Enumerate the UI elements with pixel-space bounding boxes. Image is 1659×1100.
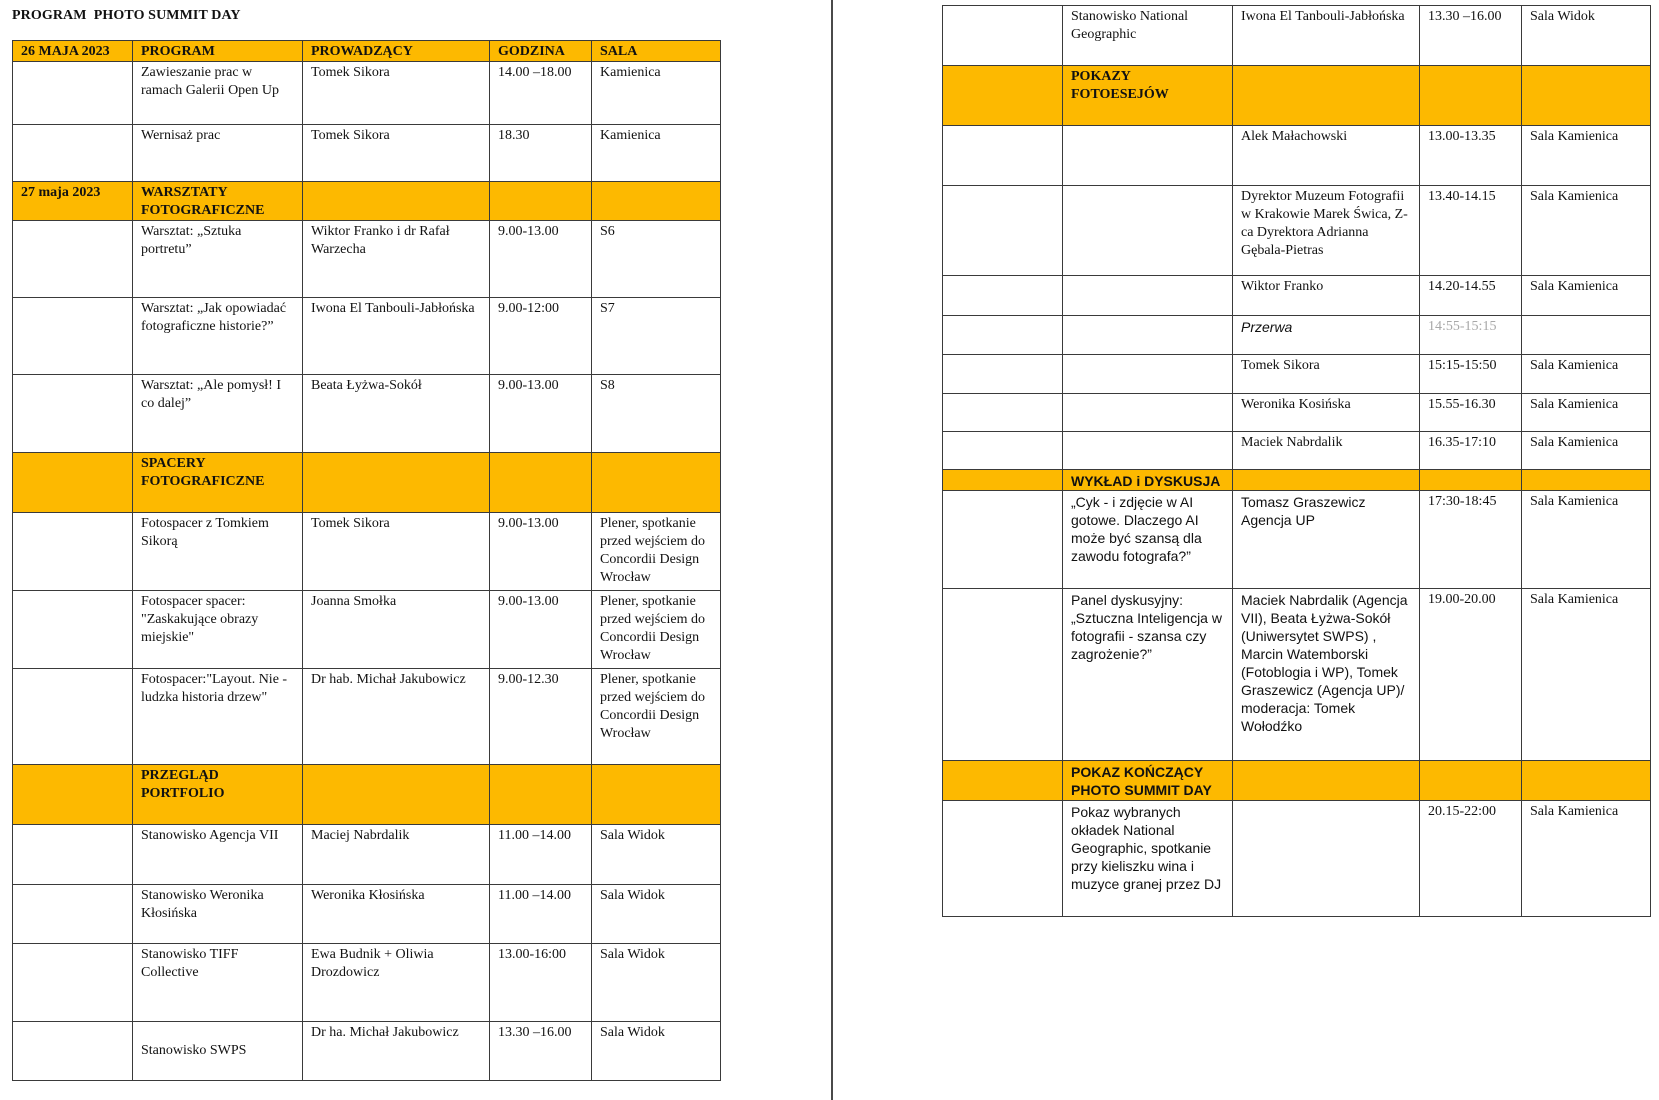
time-cell: 18.30	[490, 125, 592, 182]
presenter-cell: Wiktor Franko i dr Rafał Warzecha	[303, 221, 490, 298]
room-cell	[1522, 66, 1651, 126]
date-cell	[13, 591, 133, 669]
date-cell	[943, 589, 1063, 761]
presenter-cell: Iwona El Tanbouli-Jabłońska	[303, 298, 490, 375]
date-cell	[13, 885, 133, 944]
program-cell: Stanowisko Agencja VII	[133, 825, 303, 885]
presenter-cell: Dyrektor Muzeum Fotografii w Krakowie Marek Świca, Z-ca Dyrektora Adrianna Gębala-Pietras	[1233, 186, 1420, 276]
room-cell: Kamienica	[592, 125, 721, 182]
room-cell: Sala Kamienica	[1522, 276, 1651, 316]
table-row	[943, 316, 1651, 355]
time-cell: 9.00-13.00	[490, 591, 592, 669]
program-cell	[1063, 355, 1233, 394]
page-divider	[831, 0, 833, 1100]
room-cell: Kamienica	[592, 62, 721, 125]
time-cell: 15.55-16.30	[1420, 394, 1522, 432]
date-cell	[943, 66, 1063, 126]
section-title: PRZEGLĄD PORTFOLIO	[133, 765, 303, 825]
program-cell: Zawieszanie prac w ramach Galerii Open Up	[133, 62, 303, 125]
table-row	[13, 62, 721, 125]
date-cell	[943, 801, 1063, 917]
date-cell	[943, 432, 1063, 470]
table-row	[13, 125, 721, 182]
time-cell: 15:15-15:50	[1420, 355, 1522, 394]
program-cell: Warsztat: „Ale pomysł! I co dalej”	[133, 375, 303, 453]
table-row	[13, 885, 721, 944]
date-cell	[13, 765, 133, 825]
room-cell	[592, 453, 721, 513]
section-title: POKAZY FOTOESEJÓW	[1063, 66, 1233, 126]
table-row	[13, 221, 721, 298]
time-cell: 9.00-13.00	[490, 221, 592, 298]
program-cell	[1063, 276, 1233, 316]
room-cell: S6	[592, 221, 721, 298]
presenter-cell: Maciek Nabrdalik (Agencja VII), Beata Łyżwa-Sokół (Uniwersytet SWPS) , Marcin Watemborski (Fotoblogia i WP), Tomek Graszewicz (Agencja UP)/ moderacja: Tomek Wołodźko	[1233, 589, 1420, 761]
program-cell: Fotospacer:"Layout. Nie - ludzka historia drzew"	[133, 669, 303, 765]
time-cell: 14:55-15:15	[1420, 316, 1522, 355]
date-cell	[13, 513, 133, 591]
table-row	[13, 375, 721, 453]
time-cell: 20.15-22:00	[1420, 801, 1522, 917]
room-cell: Sala Kamienica	[1522, 589, 1651, 761]
time-cell: 9.00-13.00	[490, 375, 592, 453]
date-cell	[13, 1022, 133, 1081]
date-cell	[943, 355, 1063, 394]
room-cell	[592, 765, 721, 825]
presenter-cell	[303, 182, 490, 221]
time-cell: 14.00 –18.00	[490, 62, 592, 125]
presenter-cell: Dr ha. Michał Jakubowicz	[303, 1022, 490, 1081]
time-cell: 16.35-17:10	[1420, 432, 1522, 470]
room-cell: Sala Widok	[592, 944, 721, 1022]
program-header: PROGRAM	[133, 41, 303, 62]
time-cell: 17:30-18:45	[1420, 491, 1522, 589]
program-cell: Stanowisko TIFF Collective	[133, 944, 303, 1022]
room-cell: Plener, spotkanie przed wejściem do Concordii Design Wrocław	[592, 513, 721, 591]
program-cell	[1063, 432, 1233, 470]
program-cell	[1063, 126, 1233, 186]
room-cell: S7	[592, 298, 721, 375]
presenter-cell: Alek Małachowski	[1233, 126, 1420, 186]
section-title: SPACERY FOTOGRAFICZNE	[133, 453, 303, 513]
program-cell: Panel dyskusyjny: „Sztuczna Inteligencja w fotografii - szansa czy zagrożenie?”	[1063, 589, 1233, 761]
program-cell: Warsztat: „Jak opowiadać fotograficzne historie?”	[133, 298, 303, 375]
table-row	[943, 355, 1651, 394]
table-row	[13, 944, 721, 1022]
table-row	[943, 6, 1651, 66]
section-title: WARSZTATY FOTOGRAFICZNE	[133, 182, 303, 221]
presenter-cell: Maciej Nabrdalik	[303, 825, 490, 885]
table-row	[943, 432, 1651, 470]
time-cell	[490, 453, 592, 513]
time-cell	[1420, 66, 1522, 126]
date-cell	[943, 470, 1063, 491]
date-cell	[943, 316, 1063, 355]
section-header-row	[943, 470, 1651, 491]
room-cell: Sala Widok	[1522, 6, 1651, 66]
table-row	[943, 589, 1651, 761]
room-cell	[592, 182, 721, 221]
presenter-cell: Dr hab. Michał Jakubowicz	[303, 669, 490, 765]
room-cell: Sala Kamienica	[1522, 432, 1651, 470]
date-cell	[13, 221, 133, 298]
date-cell	[943, 394, 1063, 432]
day-header-row	[13, 41, 721, 62]
time-cell: 13.30 –16.00	[490, 1022, 592, 1081]
date-cell	[13, 453, 133, 513]
section-header-row	[13, 453, 721, 513]
presenter-cell	[303, 765, 490, 825]
room-cell: Sala Kamienica	[1522, 126, 1651, 186]
table-row	[943, 491, 1651, 589]
presenter-cell: Weronika Kłosińska	[303, 885, 490, 944]
date-cell	[13, 669, 133, 765]
time-cell	[490, 765, 592, 825]
presenter-cell: Maciek Nabrdalik	[1233, 432, 1420, 470]
presenter-cell: Ewa Budnik + Oliwia Drozdowicz	[303, 944, 490, 1022]
time-cell	[1420, 761, 1522, 801]
break-label: Przerwa	[1233, 316, 1420, 355]
section-title: WYKŁAD i DYSKUSJA	[1063, 470, 1233, 491]
presenter-cell: Weronika Kosińska	[1233, 394, 1420, 432]
time-cell: 11.00 –14.00	[490, 825, 592, 885]
time-cell: 9.00-12.30	[490, 669, 592, 765]
presenter-cell: Joanna Smołka	[303, 591, 490, 669]
presenter-cell: Tomek Sikora	[303, 62, 490, 125]
room-cell	[1522, 470, 1651, 491]
time-cell: 13.40-14.15	[1420, 186, 1522, 276]
date-cell	[13, 375, 133, 453]
table-row	[13, 591, 721, 669]
date-cell: 26 MAJA 2023	[13, 41, 133, 62]
presenter-cell: Tomek Sikora	[1233, 355, 1420, 394]
program-cell	[1063, 186, 1233, 276]
schedule-table-left	[12, 40, 721, 1081]
program-cell: Pokaz wybranych okładek National Geographic, spotkanie przy kieliszku wina i muzyce granej przez DJ	[1063, 801, 1233, 917]
time-cell: 11.00 –14.00	[490, 885, 592, 944]
program-cell: Warsztat: „Sztuka portretu”	[133, 221, 303, 298]
presenter-cell	[1233, 761, 1420, 801]
room-cell	[1522, 316, 1651, 355]
section-header-row	[943, 761, 1651, 801]
time-cell: 19.00-20.00	[1420, 589, 1522, 761]
time-cell: 13.00-13.35	[1420, 126, 1522, 186]
schedule-table-right	[942, 5, 1651, 917]
room-cell: S8	[592, 375, 721, 453]
presenter-cell: Wiktor Franko	[1233, 276, 1420, 316]
table-row	[943, 801, 1651, 917]
time-cell	[490, 182, 592, 221]
date-cell: 27 maja 2023	[13, 182, 133, 221]
room-cell: Sala Widok	[592, 825, 721, 885]
room-cell: Plener, spotkanie przed wejściem do Concordii Design Wrocław	[592, 669, 721, 765]
program-cell: Stanowisko National Geographic	[1063, 6, 1233, 66]
presenter-cell	[1233, 470, 1420, 491]
room-cell: Sala Kamienica	[1522, 186, 1651, 276]
date-cell	[943, 276, 1063, 316]
date-cell	[943, 761, 1063, 801]
table-row	[13, 298, 721, 375]
room-cell: Sala Kamienica	[1522, 394, 1651, 432]
time-cell: 9.00-12:00	[490, 298, 592, 375]
time-header: GODZINA	[490, 41, 592, 62]
time-cell: 13.00-16:00	[490, 944, 592, 1022]
date-cell	[943, 491, 1063, 589]
presenter-cell	[1233, 66, 1420, 126]
presenter-cell: Tomasz Graszewicz Agencja UP	[1233, 491, 1420, 589]
presenter-cell	[303, 453, 490, 513]
table-row	[13, 669, 721, 765]
date-cell	[13, 62, 133, 125]
document-title: PROGRAM PHOTO SUMMIT DAY	[12, 8, 241, 23]
room-cell: Sala Kamienica	[1522, 355, 1651, 394]
time-cell: 9.00-13.00	[490, 513, 592, 591]
presenter-cell: Beata Łyżwa-Sokół	[303, 375, 490, 453]
program-cell: Fotospacer z Tomkiem Sikorą	[133, 513, 303, 591]
room-cell: Sala Widok	[592, 1022, 721, 1081]
presenter-cell	[1233, 801, 1420, 917]
presenter-cell: Tomek Sikora	[303, 125, 490, 182]
program-cell: Stanowisko SWPS	[133, 1022, 303, 1081]
section-header-row	[13, 182, 721, 221]
program-cell: Wernisaż prac	[133, 125, 303, 182]
program-cell: Fotospacer spacer: "Zaskakujące obrazy miejskie"	[133, 591, 303, 669]
room-cell: Plener, spotkanie przed wejściem do Concordii Design Wrocław	[592, 591, 721, 669]
date-cell	[13, 944, 133, 1022]
program-cell: „Cyk - i zdjęcie w AI gotowe. Dlaczego AI może być szansą dla zawodu fotografa?”	[1063, 491, 1233, 589]
presenter-cell: Iwona El Tanbouli-Jabłońska	[1233, 6, 1420, 66]
program-cell: Stanowisko Weronika Kłosińska	[133, 885, 303, 944]
section-title: POKAZ KOŃCZĄCY PHOTO SUMMIT DAY	[1063, 761, 1233, 801]
date-cell	[943, 186, 1063, 276]
table-row	[13, 513, 721, 591]
date-cell	[13, 125, 133, 182]
table-row	[13, 825, 721, 885]
room-cell: Sala Widok	[592, 885, 721, 944]
date-cell	[13, 825, 133, 885]
room-header: SALA	[592, 41, 721, 62]
section-header-row	[943, 66, 1651, 126]
room-cell: Sala Kamienica	[1522, 491, 1651, 589]
date-cell	[943, 126, 1063, 186]
presenter-header: PROWADZĄCY	[303, 41, 490, 62]
time-cell: 14.20-14.55	[1420, 276, 1522, 316]
room-cell	[1522, 761, 1651, 801]
presenter-cell: Tomek Sikora	[303, 513, 490, 591]
room-cell: Sala Kamienica	[1522, 801, 1651, 917]
program-cell	[1063, 316, 1233, 355]
time-cell: 13.30 –16.00	[1420, 6, 1522, 66]
section-header-row	[13, 765, 721, 825]
table-row	[943, 186, 1651, 276]
table-row	[943, 276, 1651, 316]
time-cell	[1420, 470, 1522, 491]
date-cell	[943, 6, 1063, 66]
date-cell	[13, 298, 133, 375]
program-cell	[1063, 394, 1233, 432]
table-row	[943, 394, 1651, 432]
table-row	[943, 126, 1651, 186]
table-row	[13, 1022, 721, 1081]
